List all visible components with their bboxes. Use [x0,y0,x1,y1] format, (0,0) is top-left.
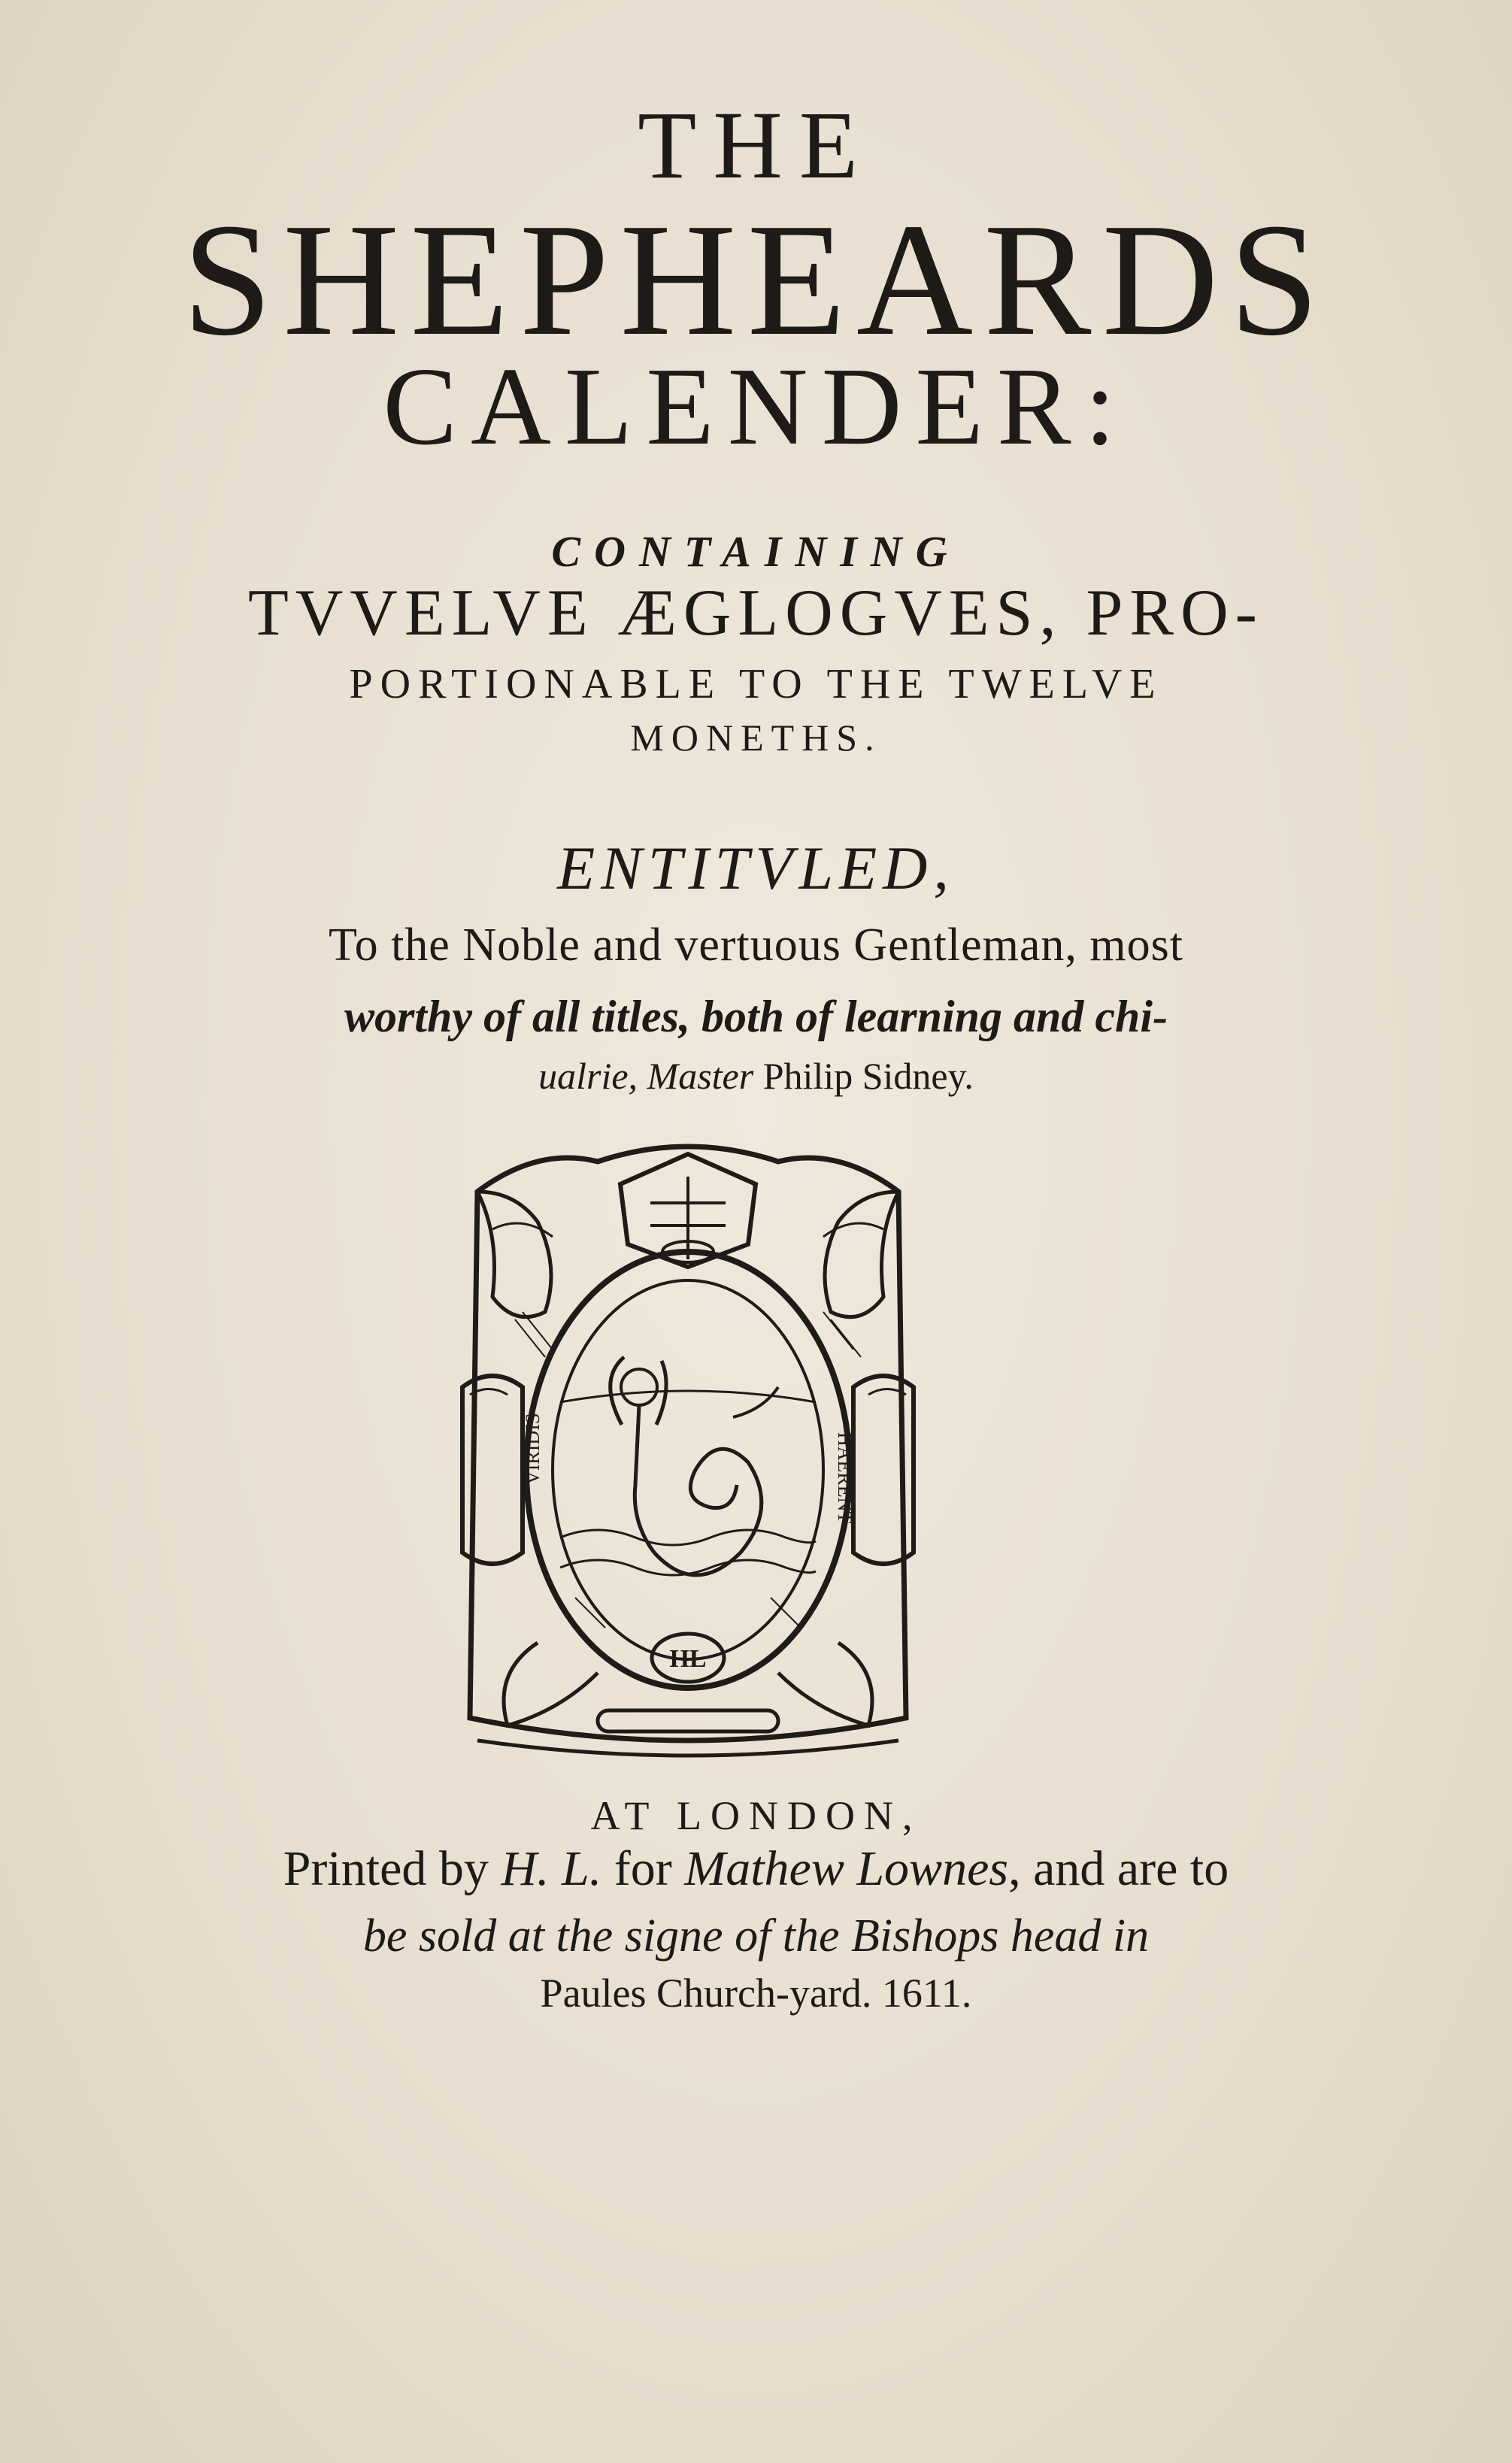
imprint-printed-by [0,1840,1512,1898]
title-calender: CALENDER: [383,345,1129,468]
subtitle-containing: CONTAINING [551,527,961,576]
imprint-printed-post: , and are to [1008,1841,1229,1896]
printers-device-woodcut [447,1132,929,1771]
imprint-printed-pre: Printed by [283,1841,501,1896]
dedication-line-3 [0,1054,1512,1098]
subtitle-proportionable: PORTIONABLE TO THE TWELVE [349,661,1163,707]
imprint-sold-at: be sold at the signe of the Bishops head in [362,1910,1150,1962]
entitled-heading: ENTITVLED, [557,834,955,902]
imprint-printer: H. L. [501,1841,602,1896]
dedication-name: Philip Sidney. [753,1055,974,1097]
title-the: THE [638,92,874,198]
imprint-place: AT LONDON, [590,1793,922,1838]
imprint-publisher: Mathew Lownes [684,1841,1009,1896]
dedication-line-1: To the Noble and vertuous Gentleman, most [329,919,1183,971]
dedication-master: ualrie, Master [538,1055,754,1097]
title-shepheards: SHEPHEARDS [182,189,1330,369]
device-motto-left: VIRIDIS [522,1413,544,1485]
subtitle-twelve-eglogues: TVVELVE ÆGLOGVES, PRO- [248,577,1264,650]
dedication-line-2: worthy of all titles, both of learning and chi- [344,992,1168,1041]
imprint-for: for [601,1841,685,1896]
printer-monogram: HL [669,1645,707,1673]
device-motto-right: HAERENT [834,1432,856,1524]
imprint-churchyard-date: Paules Church-yard. 1611. [540,1971,972,2016]
subtitle-moneths: MONETHS. [630,716,882,759]
